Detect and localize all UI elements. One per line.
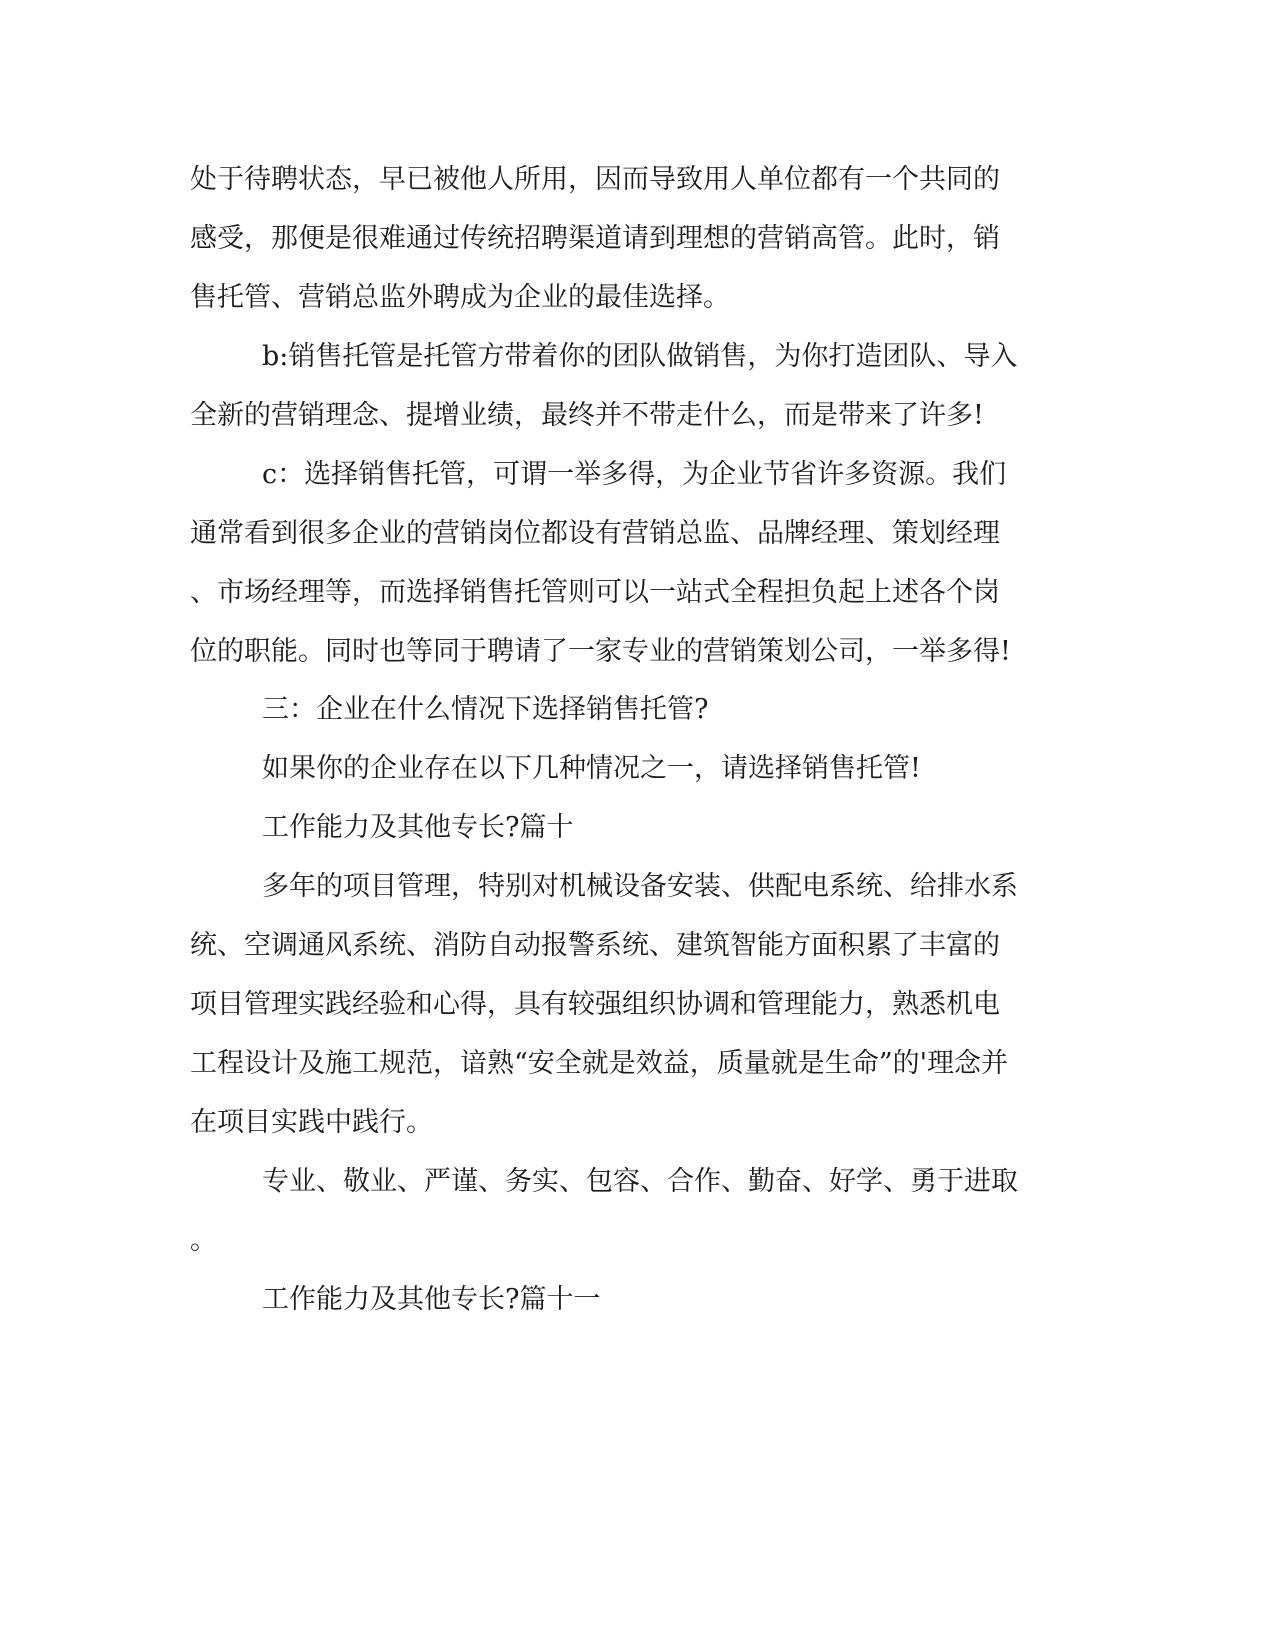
section-heading: 工作能力及其他专长?篇十 (262, 812, 574, 843)
paragraph-line: 。 (190, 1225, 217, 1256)
paragraph-line: 工程设计及施工规范，谙熟“安全就是效益，质量就是生命”的'理念并 (190, 1048, 1009, 1079)
paragraph-line: 通常看到很多企业的营销岗位都设有营销总监、品牌经理、策划经理 (190, 518, 1000, 549)
paragraph-line: 专业、敬业、严谨、务实、包容、合作、勤奋、好学、勇于进取 (262, 1166, 1018, 1197)
paragraph-line: 感受，那便是很难通过传统招聘渠道请到理想的营销高管。此时，销 (190, 223, 1000, 254)
paragraph-line: b:销售托管是托管方带着你的团队做销售，为你打造团队、导入 (262, 341, 1018, 372)
paragraph-line: 位的职能。同时也等同于聘请了一家专业的营销策划公司，一举多得! (190, 636, 1011, 667)
paragraph-line: 、市场经理等，而选择销售托管则可以一站式全程担负起上述各个岗 (190, 577, 1000, 608)
paragraph-line: 全新的营销理念、提增业绩，最终并不带走什么，而是带来了许多! (190, 400, 984, 431)
paragraph-line: c：选择销售托管，可谓一举多得，为企业节省许多资源。我们 (262, 459, 1007, 490)
paragraph-line: 在项目实践中践行。 (190, 1107, 433, 1138)
paragraph-line: 售托管、营销总监外聘成为企业的最佳选择。 (190, 282, 730, 313)
paragraph-line: 处于待聘状态，早已被他人所用，因而导致用人单位都有一个共同的 (190, 164, 1000, 195)
paragraph-line: 项目管理实践经验和心得，具有较强组织协调和管理能力，熟悉机电 (190, 989, 1000, 1020)
paragraph-line: 多年的项目管理，特别对机械设备安装、供配电系统、给排水系 (262, 871, 1018, 902)
paragraph-line: 如果你的企业存在以下几种情况之一，请选择销售托管! (262, 753, 921, 784)
paragraph-line: 统、空调通风系统、消防自动报警系统、建筑智能方面积累了丰富的 (190, 930, 1000, 961)
section-heading: 工作能力及其他专长?篇十一 (262, 1284, 601, 1315)
section-heading: 三：企业在什么情况下选择销售托管? (262, 694, 709, 725)
